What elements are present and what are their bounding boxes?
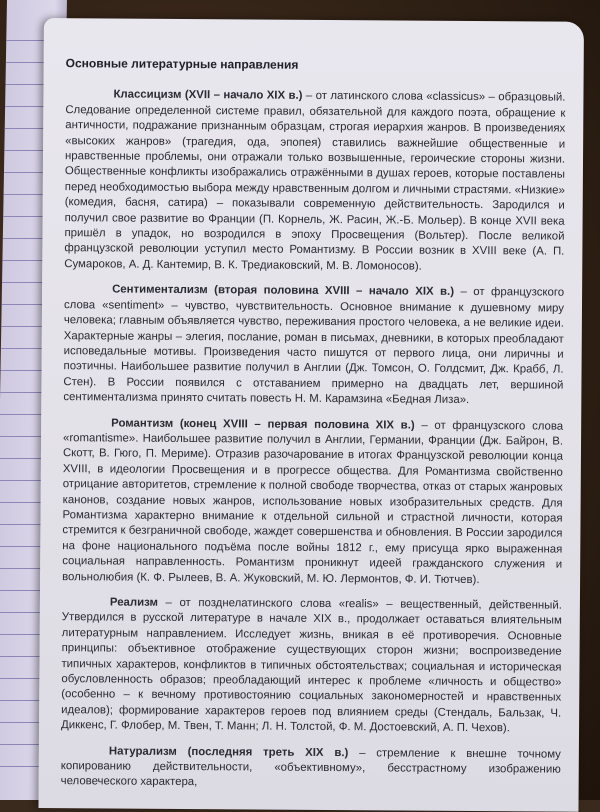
- printed-page: [38, 18, 584, 812]
- section-romanticism: [62, 416, 563, 589]
- page-content: [61, 56, 566, 803]
- section-sentimentalism: [63, 282, 564, 409]
- term-romanticism: Романтизм (конец XVIII – первая половина XIX в.): [111, 417, 415, 432]
- section-classicism: [64, 88, 565, 276]
- text-naturalism: – стремление к внешне точному копированию действительности, «объективному», бесстрастному изображению человеческого характера,: [60, 746, 561, 789]
- section-naturalism: [61, 744, 561, 794]
- text-romanticism: – от французского слова «romantisme». Наибольшее развитие получил в Англии, Германии, Франции (Дж. Байрон, В. Скотт, В. Гюго, П. Мериме). Отразив разочарование в итогах Французской революции конца XVIII, в идеологии Просвещения и в прогрессе общества. Для Романтизма свойственно отрицание авторитетов, стремление к полной свободе творчества, отказ от старых жанровых канонов, создание новых жанров, использование новых изобразительных средств. Для Романтизма характерно внимание к отдельной сильной и страстной личности, которая стремится к безграничной свободе, жаждет совершенства и обновления. В России зародился на фоне национального подъёма после войны 1812 г., ему присуща ярко выраженная социальная направленность. Романтизм проникнут идеей гражданского служения и вольнолюбия (К. Ф. Рылеев, В. А. Жуковский, М. Ю. Лермонтов, Ф. И. Тютчев).: [62, 419, 564, 586]
- term-sentimentalism: Сентиментализм (вторая половина XVIII – начало XIX в.): [112, 283, 455, 299]
- term-classicism: Классицизм (XVII – начало XIX в.): [113, 88, 303, 103]
- term-naturalism: Натурализм (последняя треть XIX в.): [108, 745, 349, 759]
- section-realism: [61, 595, 562, 737]
- text-sentimentalism: – от французского слова «sentiment» – чувство, чувствительность. Основное внимание к душевному миру человека; главным объявляется чувство, переживания простого человека, а не великие идеи. Характерные жанры – элегия, послание, роман в письмах, дневники, в которых преобладают исповедальные мотивы. Произведения часто пишутся от первого лица, они лиричны и поэтичны. Наибольшее развитие получил в Англии (Дж. Томсон, О. Голдсмит, Дж. Крабб, Л. Стен). В России появился с отставанием примерно на двадцать лет, вершиной сентиментализма принято считать повесть Н. М. Карамзина «Бедная Лиза».: [63, 286, 565, 407]
- text-realism: – от позднелатинского слова «realis» – вещественный, действенный. Утвердился в русской литературе в начале XIX в., продолжает оставаться влиятельным литературным направлением. Исследует жизнь, вникая в её противоречия. Основные принципы: объективное отображение существующих сторон жизни; воспроизведение типичных характеров, конфликтов в типичных обстоятельствах; социальная и историческая обусловленность образов; преобладающий интерес к проблеме «личность и общество» (особенно – к вечному противостоянию социальных закономерностей и нравственных идеалов); формирование характеров героев под влиянием среды (Стендаль, Бальзак, Ч. Диккенс, Г. Флобер, М. Твен, Т. Манн; Л. Н. Толстой, Ф. М. Достоевский, А. П. Чехов).: [61, 596, 562, 735]
- term-realism: Реализм: [109, 596, 158, 609]
- page-title: Основные литературные направления: [65, 56, 299, 72]
- text-classicism: – от латинского слова «classicus» – образцовый. Следование определенной системе правил, обязательной для каждого поэта, обращение к античности, подражание признанным образцам, строгая иерархия жанров. В произведениях «высоких жанров» (трагедия, ода, эпопея) ставились важнейшие общественные и нравственные проблемы, они отражали только возвышенные, героические стороны жизни. Общественные конфликты изображались отражёнными в душах героев, которые поставлены перед необходимостью выбора между нравственным долгом и личными страстями. «Низкие» (комедия, басня, сатира) – показывали современную действительность. Зародился и получил свое развитие во Франции (П. Корнель, Ж. Расин, Ж.-Б. Мольер). В конце XVII века пришёл в упадок, но возродился в эпоху Просвещения (Вольтер). После великой французской революции уступил место Романтизму. В России возник в XVIII веке (А. П. Сумароков, А. Д. Кантемир, В. К. Тредиаковский, М. В. Ломоносов).: [64, 90, 566, 273]
